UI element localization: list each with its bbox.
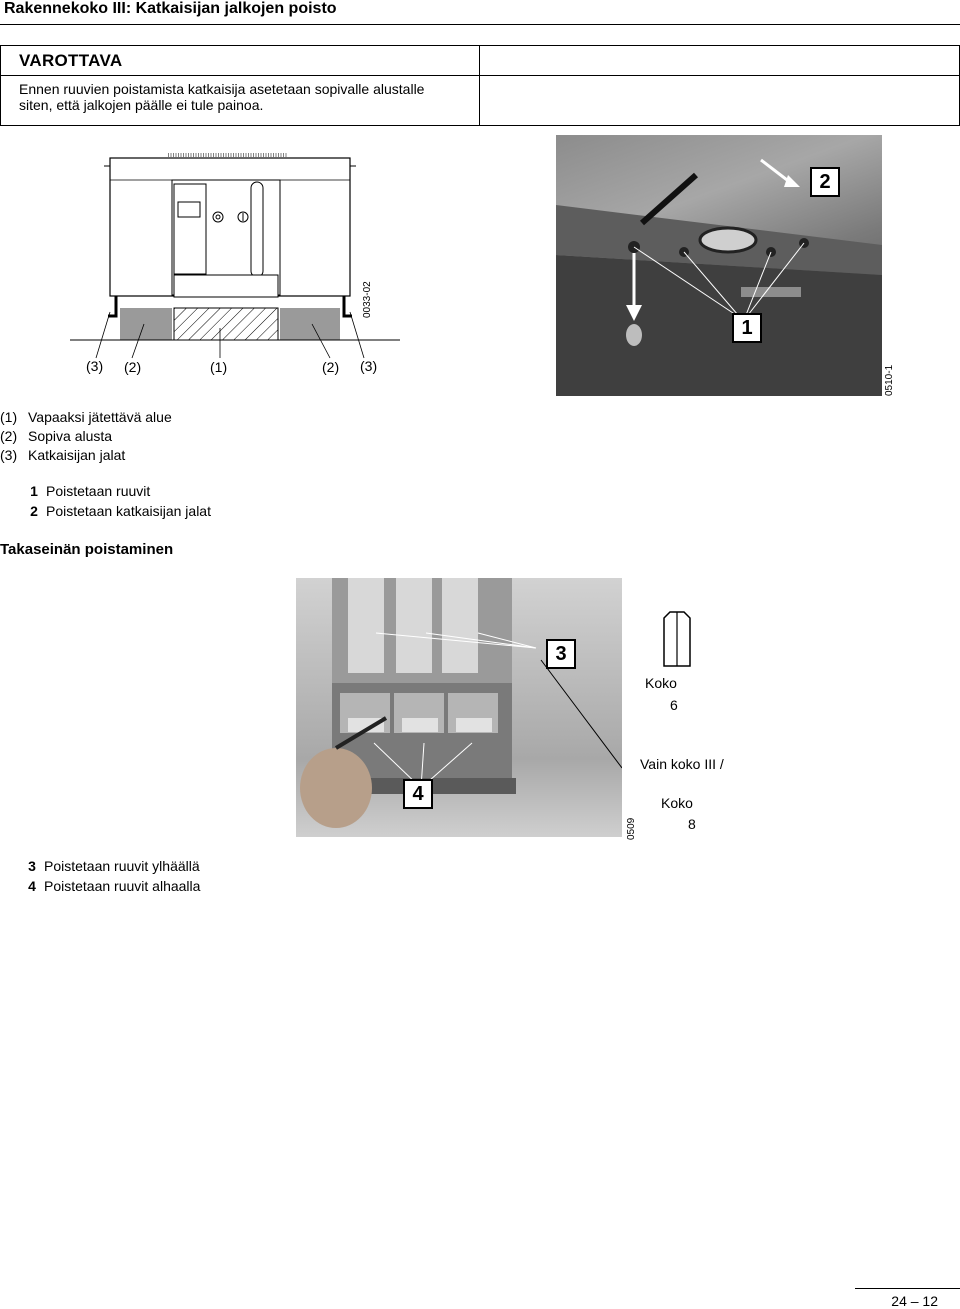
warning-box xyxy=(0,45,960,126)
tool-size-1: 6 xyxy=(670,697,678,713)
page-title: Rakennekoko III: Katkaisijan jalkojen poisto xyxy=(4,0,337,17)
legend-item: 2 Poistetaan katkaisijan jalat xyxy=(30,502,211,519)
callout-2: 2 xyxy=(810,167,840,197)
warning-divider xyxy=(1,75,959,76)
header-divider xyxy=(0,24,960,25)
legend-numbered xyxy=(22,482,211,521)
footer-divider xyxy=(855,1288,960,1289)
drawing-label-2-left: (2) xyxy=(124,359,142,375)
legend-parenthetical xyxy=(0,408,172,465)
legend-item: (2) Sopiva alusta xyxy=(0,428,113,444)
tool-note: Vain koko III / xyxy=(640,756,724,772)
allen-key-svg xyxy=(662,610,692,668)
drawing-label-1: (1) xyxy=(210,359,228,375)
legend-item: (1) Vapaaksi jätettävä alue xyxy=(0,409,172,425)
warning-text-line2: siten, että jalkojen päälle ei tule painoa. xyxy=(19,97,264,113)
warning-text-line1: Ennen ruuvien poistamista katkaisija asetetaan sopivalle alustalle xyxy=(19,81,425,97)
back-wall-photo xyxy=(296,578,622,837)
tool-label-2: Koko xyxy=(661,795,693,811)
section-heading: Takaseinän poistaminen xyxy=(0,541,174,558)
drawing-label-2-right: (2) xyxy=(322,359,340,375)
foot-photo xyxy=(556,135,882,396)
warning-title: VAROTTAVA xyxy=(19,51,123,70)
allen-key-icon xyxy=(662,610,692,668)
drawing-code: 0033-02 xyxy=(362,281,373,318)
callout-4: 4 xyxy=(403,779,433,809)
callout-1: 1 xyxy=(732,313,762,343)
breaker-drawing-svg xyxy=(60,140,400,390)
legend-back-wall xyxy=(20,857,200,896)
callout-3: 3 xyxy=(546,639,576,669)
page-number: 24 – 12 xyxy=(891,1293,938,1309)
drawing-label-3-left: (3) xyxy=(86,358,104,374)
back-wall-photo-svg xyxy=(296,578,622,837)
legend-item: 3 Poistetaan ruuvit ylhäällä xyxy=(28,858,200,874)
photo-code: 0510-1 xyxy=(884,364,895,396)
tool-size-2: 8 xyxy=(688,816,696,832)
legend-item: 4 Poistetaan ruuvit alhaalla xyxy=(28,877,201,894)
back-wall-code: 0509 xyxy=(626,817,637,840)
tool-label-1: Koko xyxy=(645,675,677,691)
drawing-label-3-right: (3) xyxy=(360,358,378,374)
warning-text xyxy=(19,81,479,113)
legend-item: (3) Katkaisijan jalat xyxy=(0,447,126,463)
legend-item: 1 Poistetaan ruuvit xyxy=(30,483,151,499)
breaker-drawing xyxy=(60,140,400,390)
